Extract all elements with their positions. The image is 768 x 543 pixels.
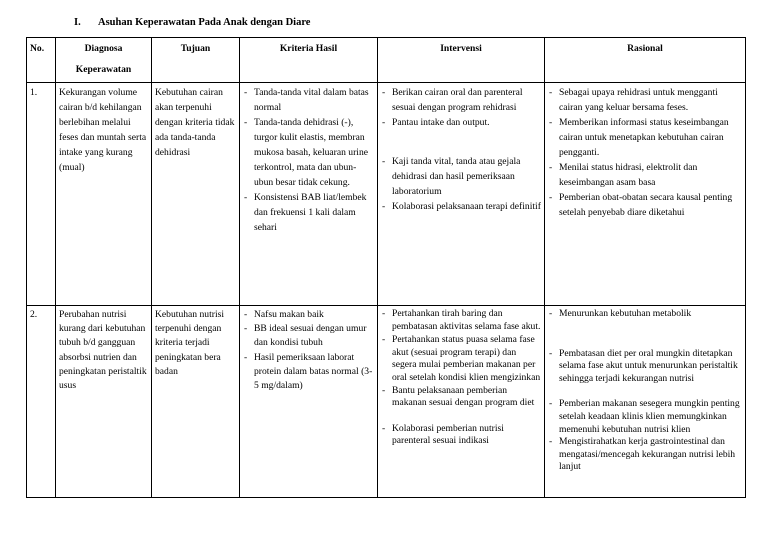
rasional-cell <box>545 306 746 498</box>
list-item: - Memberikan informasi status keseimbangan cairan untuk menetapkan kebutuhan cairan pengganti. <box>548 115 742 160</box>
list-item: - Pertahankan tirah baring dan pembatasan aktivitas selama fase akut. <box>381 308 541 333</box>
list-item: - Tanda-tanda vital dalam batas normal <box>243 85 374 115</box>
list-item: - Pemberian makanan sesegera mungkin penting setelah keadaan klinis klien memungkinkan memenuhi kebutuhan nutrisi klien <box>548 398 742 436</box>
list-item: - Sebagai upaya rehidrasi untuk mengganti cairan yang keluar bersama feses. <box>548 85 742 115</box>
tujuan-cell: Kebutuhan cairan akan terpenuhi dengan kriteria tidak ada tanda-tanda dehidrasi <box>152 83 240 306</box>
row-number: 2. <box>27 306 56 498</box>
nursing-care-table <box>26 37 746 498</box>
list-item: - Nafsu makan baik <box>243 308 374 322</box>
table-header-row <box>27 38 746 83</box>
list-item: - Hasil pemeriksaan laborat protein dalam batas normal (3-5 mg/dalam) <box>243 351 374 394</box>
header-no: No. <box>27 38 56 83</box>
list-item: - Pertahankan status puasa selama fase akut (sesuai program terapi) dan segera mulai pemberian makanan per oral setelah kondisi klien mengizinkan <box>381 334 541 384</box>
list-item: - Kolaborasi pelaksanaan terapi definitif <box>381 199 541 214</box>
list-item: - Pemberian obat-obatan secara kausal penting setelah penyebab diare diketahui <box>548 190 742 220</box>
list-item: - Mengistirahatkan kerja gastrointestinal dan mengatasi/mencegah kekurangan nutrisi lebih lanjut <box>548 436 742 474</box>
section-title: Asuhan Keperawatan Pada Anak dengan Diare <box>98 17 311 28</box>
kriteria-cell <box>240 83 378 306</box>
list-item: - Tanda-tanda dehidrasi (-), turgor kulit elastis, membran mukosa basah, keluaran urine terkontrol, mata dan ubun-ubun besar tidak cekung. <box>243 115 374 190</box>
diagnosa-cell: Kekurangan volume cairan b/d kehilangan berlebihan melalui feses dan muntah serta intake yang kurang (mual) <box>56 83 152 306</box>
list-item: - Berikan cairan oral dan parenteral sesuai dengan program rehidrasi <box>381 85 541 115</box>
row-number: 1. <box>27 83 56 306</box>
list-item: - Bantu pelaksanaan pemberian makanan sesuai dengan program diet <box>381 385 541 410</box>
header-tujuan: Tujuan <box>152 38 240 83</box>
tujuan-cell: Kebutuhan nutrisi terpenuhi dengan kriteria terjadi peningkatan bera badan <box>152 306 240 498</box>
header-intervensi: Intervensi <box>378 38 545 83</box>
list-item: - Kaji tanda vital, tanda atau gejala dehidrasi dan hasil pemeriksaan laboratorium <box>381 154 541 199</box>
intervensi-cell <box>378 306 545 498</box>
list-item: - Pembatasan diet per oral mungkin ditetapkan selama fase akut untuk menurunkan peristaltik sehingga terjadi kekurangan nutrisi <box>548 348 742 386</box>
kriteria-cell <box>240 306 378 498</box>
header-rasional: Rasional <box>545 38 746 83</box>
list-item: - Menilai status hidrasi, elektrolit dan keseimbangan asam basa <box>548 160 742 190</box>
list-item: - Pantau intake dan output. <box>381 115 541 130</box>
header-kriteria-hasil: Kriteria Hasil <box>240 38 378 83</box>
list-item: - BB ideal sesuai dengan umur dan kondisi tubuh <box>243 322 374 350</box>
section-number: I. <box>74 17 81 28</box>
list-item: - Konsistensi BAB liat/lembek dan frekuensi 1 kali dalam sehari <box>243 190 374 235</box>
list-item: - Kolaborasi pemberian nutrisi parenteral sesuai indikasi <box>381 423 541 448</box>
list-item: - Menurunkan kebutuhan metabolik <box>548 308 742 321</box>
table-row <box>27 306 746 498</box>
section-heading <box>74 17 310 28</box>
diagnosa-cell: Perubahan nutrisi kurang dari kebutuhan tubuh b/d gangguan absorbsi nutrien dan peningkatan peristaltik usus <box>56 306 152 498</box>
intervensi-cell <box>378 83 545 306</box>
table-row <box>27 83 746 306</box>
header-diagnosa: Diagnosa Keperawatan <box>56 38 152 83</box>
rasional-cell <box>545 83 746 306</box>
